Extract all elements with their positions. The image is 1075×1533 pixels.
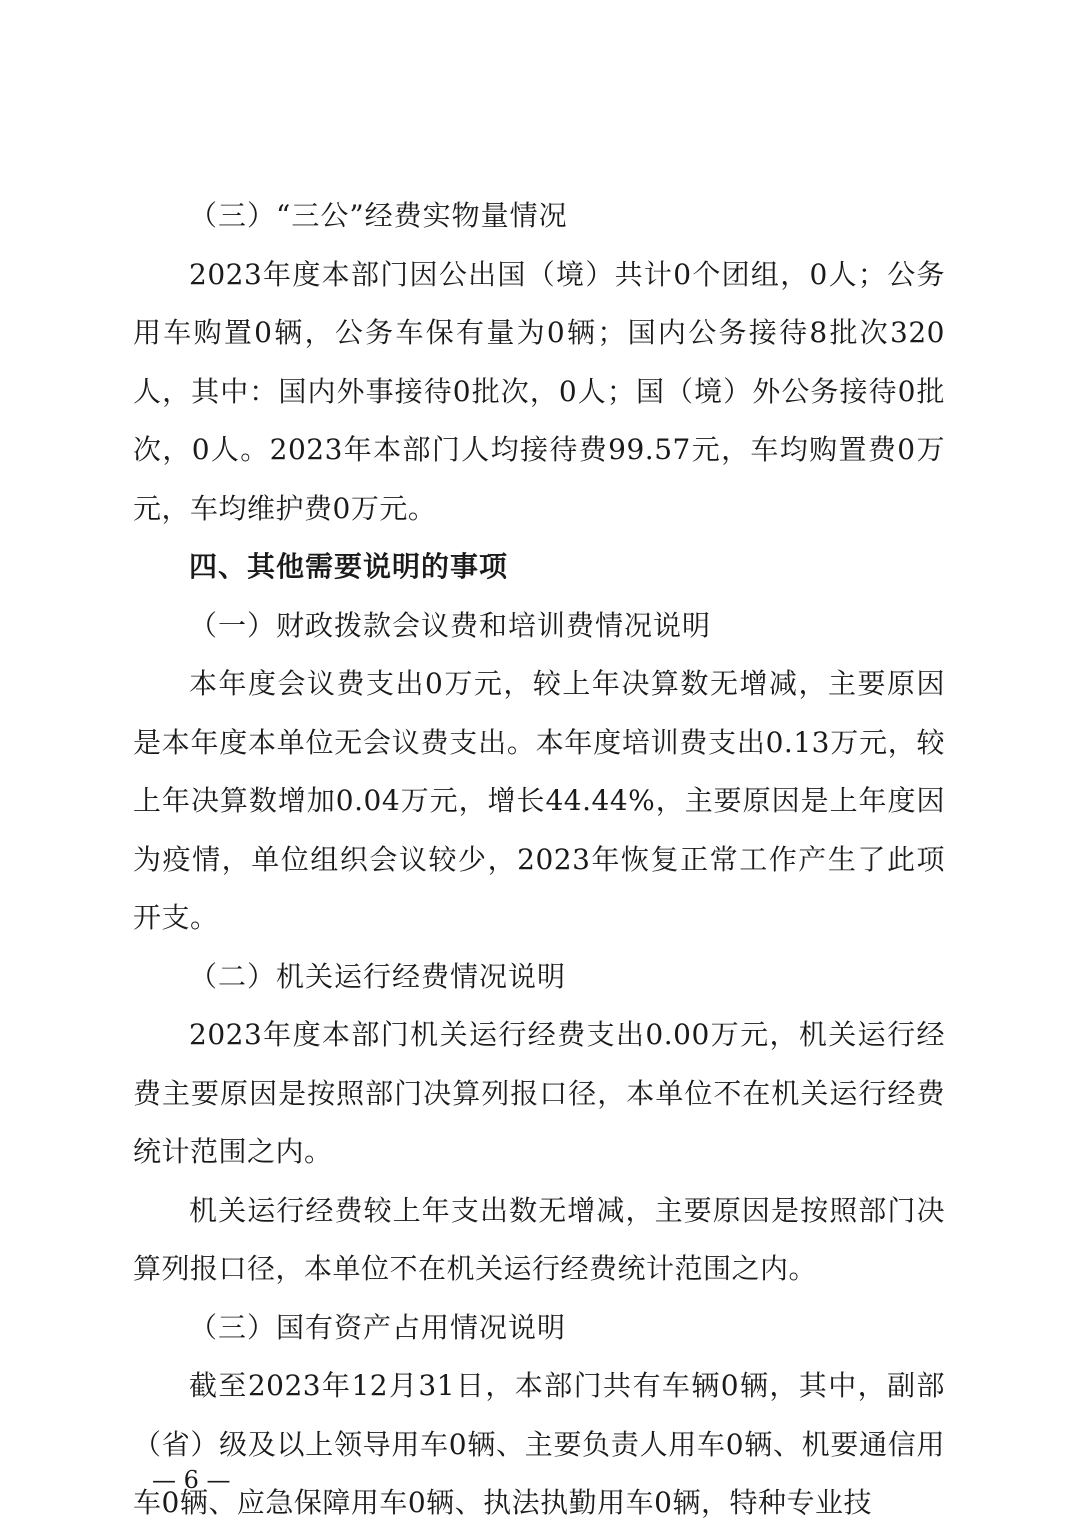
paragraph-state-assets: 截至2023年12月31日，本部门共有车辆0辆，其中，副部（省）级及以上领导用车0辆、主要负责人用车0辆、机要通信用车0辆、应急保障用车0辆、执法执勤用车0辆，特种专业技 (133, 1369, 945, 1519)
document-body (133, 187, 945, 1533)
paragraph-operating-expenses: 2023年度本部门机关运行经费支出0.00万元，机关运行经费主要原因是按照部门决算列报口径，本单位不在机关运行经费统计范围之内。 (133, 1018, 945, 1168)
paragraph-operating-expenses-change: 机关运行经费较上年支出数无增减，主要原因是按照部门决算列报口径，本单位不在机关运行经费统计范围之内。 (133, 1193, 945, 1285)
paragraph-meeting-training: 本年度会议费支出0万元，较上年决算数无增减，主要原因是本年度本单位无会议费支出。本年度培训费支出0.13万元，较上年决算数增加0.04万元，增长44.44%，主要原因是上年度因为疫情，单位组织会议较少，2023年恢复正常工作产生了此项开支。 (133, 667, 945, 934)
section-heading-other-matters: 四、其他需要说明的事项 (189, 550, 509, 583)
subsection-heading-state-assets: （三）国有资产占用情况说明 (189, 1310, 567, 1344)
paragraph-three-public-quantity: 2023年度本部门因公出国（境）共计0个团组，0人；公务用车购置0辆，公务车保有量为0辆；国内公务接待8批次320人，其中：国内外事接待0批次，0人；国（境）外公务接待0批次，0人。2023年本部门人均接待费99.57元，车均购置费0万元，车均维护费0万元。 (133, 257, 945, 525)
subsection-heading-meeting-training: （一）财政拨款会议费和培训费情况说明 (189, 608, 712, 642)
subsection-heading-operating-expenses: （二）机关运行经费情况说明 (189, 959, 567, 993)
page-number: — 6 — (152, 1466, 231, 1494)
section-heading-three-public-quantity: （三）“三公”经费实物量情况 (189, 199, 568, 232)
